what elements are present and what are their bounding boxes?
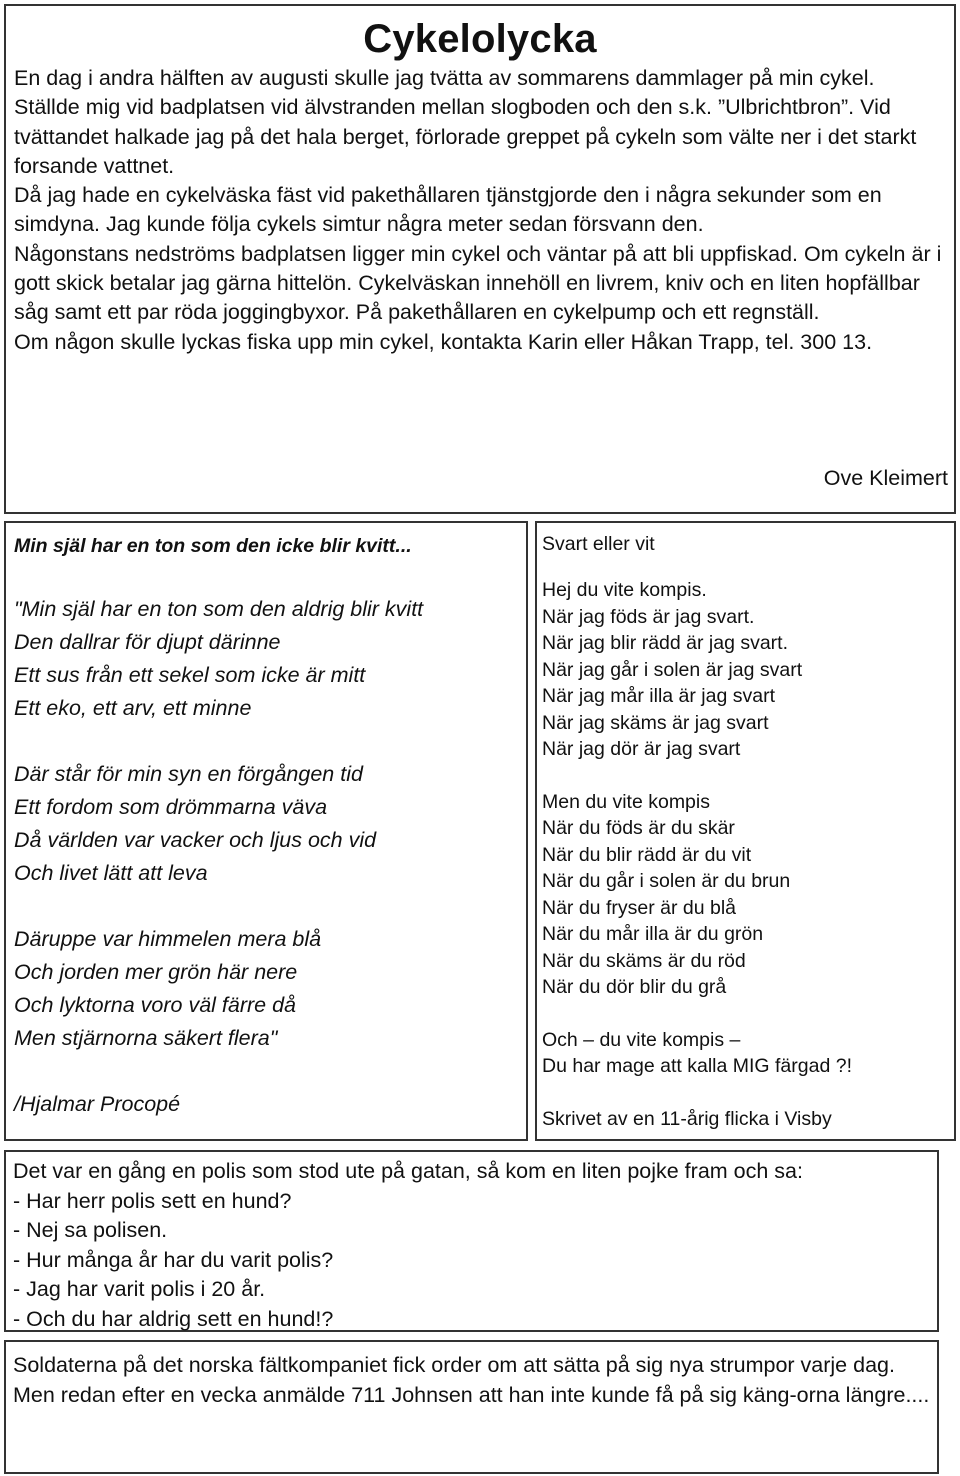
- article-paragraph: Då jag hade en cykelväska fäst vid pakethållaren tjänstgjorde den i några sekunder som en simdyna. Jag kunde följa cykels simtur några meter sedan försvann den.: [14, 183, 882, 237]
- poem-author: /Hjalmar Procopé: [14, 1092, 181, 1116]
- poem-stanzas: [14, 593, 514, 1154]
- svart-line: Hej du vite kompis.: [542, 579, 707, 601]
- svart-line: Men du vite kompis: [542, 790, 710, 813]
- svart-line: När jag dör är jag svart: [542, 738, 741, 760]
- svart-line: Du har mage att kalla MIG färgad ?!: [542, 1055, 852, 1077]
- poem-line: "Min själ har en ton som den aldrig blir kvitt: [14, 597, 424, 621]
- poem-line: Och jorden mer grön här nere: [14, 960, 298, 984]
- poem-line: Ett fordom som drömmarna väva: [14, 795, 328, 819]
- soldier-joke-text: [13, 1351, 931, 1410]
- svart-stanzas: [542, 577, 952, 1158]
- svart-eller-vit-box: [535, 521, 956, 1141]
- poem-line: Däruppe var himmelen mera blå: [14, 927, 322, 951]
- poem-stanza: [14, 758, 514, 890]
- poem-line: Ett eko, ett arv, ett minne: [14, 696, 252, 720]
- poem-line: Då världen var vacker och ljus och vid: [14, 828, 377, 852]
- police-joke-text: [13, 1157, 803, 1334]
- svart-line: När jag går i solen är jag svart: [542, 658, 803, 681]
- svart-stanza: [542, 1027, 952, 1080]
- svart-stanza: [542, 789, 952, 1001]
- svart-line: När du mår illa är du grön: [542, 923, 764, 945]
- svart-line: När jag föds är jag svart.: [542, 605, 755, 628]
- article-body: [14, 64, 946, 357]
- article-paragraph: Någonstans nedströms badplatsen ligger min cykel och väntar på att bli uppfiskad. Om cykeln är i gott skick betalar jag gärna hittelön. Cykelväskan innehöll en livrem, kniv och en liten hopfällbar såg samt ett par röda joggingbyxor. På pakethållaren en cykelpump och ett regnställ.: [14, 241, 942, 325]
- svart-attribution: [542, 1106, 952, 1133]
- poem-line: Och lyktorna voro väl färre då: [14, 993, 297, 1017]
- poem-stanza: [14, 923, 514, 1055]
- police-joke-box: [4, 1150, 939, 1332]
- svart-line: När jag blir rädd är jag svart.: [542, 632, 789, 654]
- svart-line: När du föds är du skär: [542, 817, 735, 839]
- poem-line: Ett sus från ett sekel som icke är mitt: [14, 663, 366, 687]
- svart-line: När jag skäms är jag svart: [542, 711, 769, 734]
- svart-line: Och – du vite kompis –: [542, 1028, 741, 1051]
- article-paragraph: En dag i andra hälften av augusti skulle jag tvätta av sommarens dammlager på min cykel.: [14, 66, 875, 90]
- poem-heading: Min själ har en ton som den icke blir kvitt...: [14, 535, 412, 557]
- svart-line: När du skäms är du röd: [542, 949, 746, 972]
- svart-line: När jag mår illa är jag svart: [542, 685, 775, 707]
- svart-line: När du går i solen är du brun: [542, 870, 791, 892]
- svart-line: När du blir rädd är du vit: [542, 843, 752, 866]
- poem-line: Där står för min syn en förgången tid: [14, 762, 363, 786]
- svart-stanza: [542, 577, 952, 763]
- article-paragraph: Om någon skulle lyckas fiska upp min cykel, kontakta Karin eller Håkan Trapp, tel. 300 13.: [14, 329, 873, 354]
- article-box: [4, 4, 956, 514]
- poem-line: Och livet lätt att leva: [14, 861, 208, 885]
- joke-line: - Har herr polis sett en hund?: [13, 1188, 292, 1213]
- article-signature: Ove Kleimert: [823, 466, 948, 490]
- article-title: Cykelolycka: [363, 17, 597, 61]
- poem-line: Men stjärnorna säkert flera": [14, 1026, 278, 1050]
- svart-line: Skrivet av en 11-årig flicka i Visby: [542, 1107, 832, 1130]
- joke-line: Det var en gång en polis som stod ute på gatan, så kom en liten pojke fram och sa:: [13, 1159, 803, 1183]
- poem-line: Den dallrar för djupt därinne: [14, 630, 281, 654]
- joke-line: - Nej sa polisen.: [13, 1218, 168, 1242]
- joke-paragraph: Men redan efter en vecka anmälde 711 Johnsen att han inte kunde få på sig käng-orna längre....: [13, 1382, 930, 1407]
- svart-heading: Svart eller vit: [542, 533, 655, 555]
- poem-box: [4, 521, 528, 1141]
- joke-paragraph: Soldaterna på det norska fältkompaniet fick order om att sätta på sig nya strumpor varje dag.: [13, 1353, 895, 1377]
- joke-line: - Och du har aldrig sett en hund!?: [13, 1306, 334, 1331]
- article-paragraph: Ställde mig vid badplatsen vid älvstranden mellan slogboden och den s.k. ”Ulbrichtbron”. Vid tvättandet halkade jag på det hala berget, förlorade greppet på cykeln som välte ner i det starkt forsande vattnet.: [14, 95, 917, 178]
- svart-line: När du fryser är du blå: [542, 896, 737, 919]
- joke-line: - Jag har varit polis i 20 år.: [13, 1277, 266, 1301]
- joke-line: - Hur många år har du varit polis?: [13, 1247, 334, 1272]
- soldier-joke-box: [4, 1340, 939, 1474]
- svart-line: När du dör blir du grå: [542, 976, 727, 998]
- poem-stanza: [14, 593, 514, 725]
